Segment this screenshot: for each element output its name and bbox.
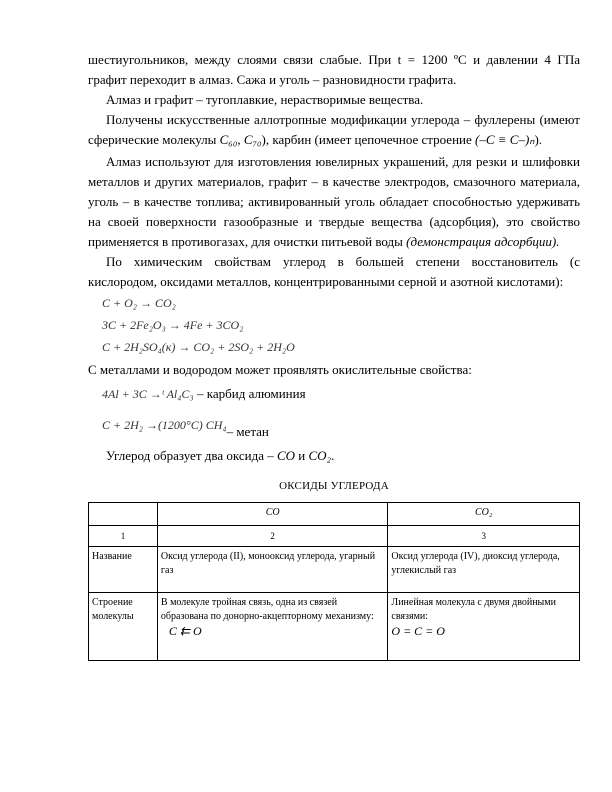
row-label: Название [89, 547, 158, 593]
paragraph-uses [88, 152, 580, 252]
column-number: 3 [388, 526, 580, 547]
paragraph-graphite: шестиугольников, между слоями связи слабые. При t = 1200 ºС и давлении 4 ГПа графит переходит в алмаз. Сажа и уголь – разновидности графита. [88, 52, 580, 87]
equation-5: C + 2H₂ →(1200°C) CH₄ [102, 417, 227, 432]
equation-5-row [88, 408, 580, 442]
column-number: 2 [157, 526, 387, 547]
text-segment: ), карбин (имеет цепочечное строение [261, 132, 476, 147]
carbyne-formula: (–С ≡ С–)ₙ [475, 132, 535, 147]
paragraph-oxides [88, 446, 580, 466]
equation-4-row [88, 380, 580, 408]
paragraph-diamond-graphite: Алмаз и графит – тугоплавкие, нерастворимые вещества. [106, 92, 424, 107]
paragraph-chemical-properties: По химическим свойствам углерод в большей степени восстановитель (с кислородом, оксидами металлов, концентрированными серной и азотной кислотами): [88, 254, 580, 289]
cell-co2: Оксид углерода (IV), диоксид углерода, углекислый газ [388, 547, 580, 593]
fullerene-formula: C₆₀, C₇₀ [219, 132, 262, 147]
cell-co2 [388, 593, 580, 661]
co-formula: CO [276, 448, 296, 463]
demonstration-note: (демонстрация адсорбции). [406, 234, 560, 249]
cell-co [157, 593, 387, 661]
table-header-row [89, 503, 580, 526]
header-cell-co2: CO₂ [388, 503, 580, 526]
table-row [89, 547, 580, 593]
oxides-table [88, 502, 580, 661]
header-cell [89, 503, 158, 526]
paragraph-fullerenes [88, 110, 580, 150]
row-label: Строение молекулы [89, 593, 158, 661]
co2-formula: CO₂ [308, 448, 332, 463]
cell-text: В молекуле тройная связь, одна из связей образована по донорно-акцепторному механизму: [160, 597, 374, 622]
text-segment: . [331, 448, 335, 463]
column-number: 1 [89, 526, 158, 547]
header-cell-co: CO [157, 503, 387, 526]
co-structure-formula: C ⇇ O [168, 624, 202, 638]
equation-2: 3C + 2Fe₂O₃ → 4Fe + 3CO₂ [102, 318, 244, 332]
table-title: ОКСИДЫ УГЛЕРОДА [279, 480, 389, 492]
paragraph-oxidizer: С металлами и водородом может проявлять окислительные свойства: [88, 362, 472, 377]
table-row [89, 593, 580, 661]
text-segment: Алмаз используют для изготовления ювелирных украшений, для резки и шлифовки металлов и других материалов, графит – в качестве электродов, смазочного материала, уголь – в качестве топлива; активированный уголь обладает способностью удерживать на своей поверхности газообразные и твердые вещества (адсорбция), это свойство применяется в противогазах, для очистки питьевой воды [88, 154, 580, 249]
cell-text: Линейная молекула с двумя двойными связями: [391, 597, 556, 622]
text-segment: Углерод образует два оксида – [106, 448, 277, 463]
equation-4: 4Al + 3C →ᵗ Al₄C₃ [102, 386, 194, 401]
text-segment: Получены искусственные аллотропные модификации углерода – фуллерены (имеют сферические молекулы [88, 112, 580, 147]
document-page [88, 50, 580, 661]
equation-4-label: – карбид алюминия [197, 386, 306, 401]
cell-co: Оксид углерода (II), монооксид углерода, угарный газ [157, 547, 387, 593]
table-number-row [89, 526, 580, 547]
text-segment: ). [534, 132, 543, 147]
equation-3: C + 2H₂SO₄(к) → CO₂ + 2SO₂ + 2H₂O [102, 340, 295, 354]
co2-structure-formula: O = C = O [391, 624, 445, 638]
equation-1: C + O₂ → CO₂ [102, 296, 176, 310]
text-segment: и [295, 448, 309, 463]
equation-5-label: – метан [226, 424, 269, 439]
